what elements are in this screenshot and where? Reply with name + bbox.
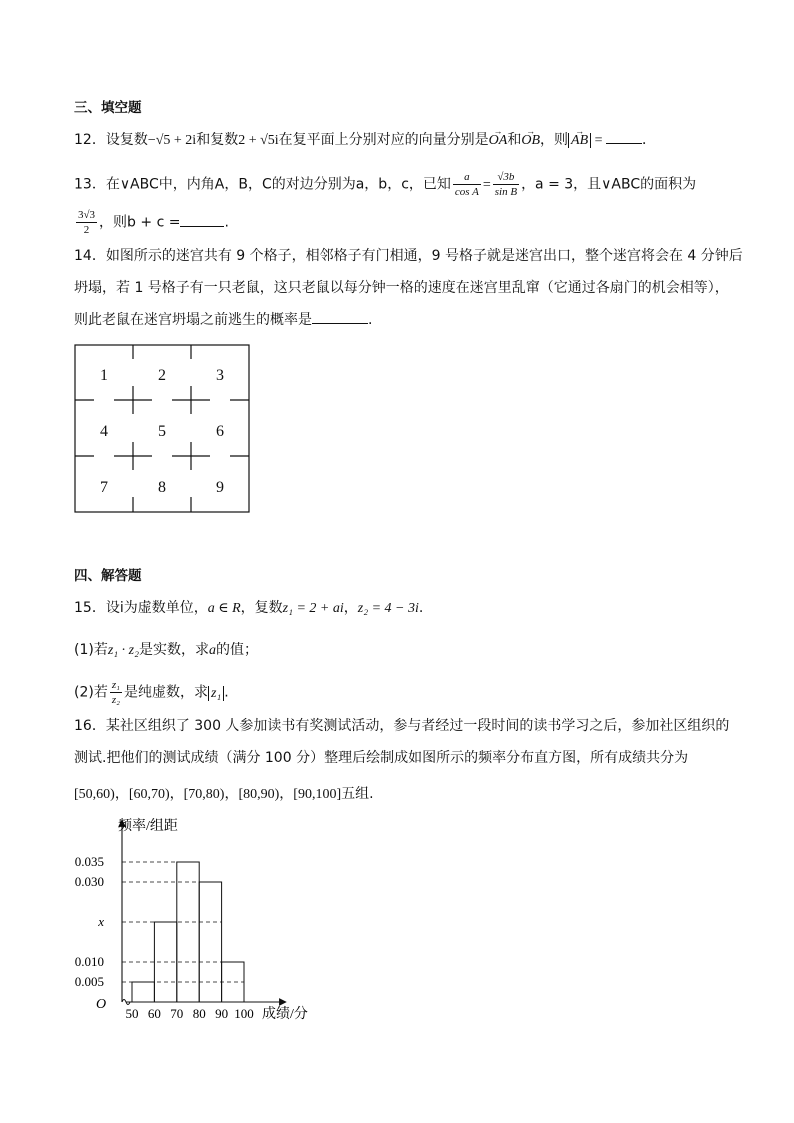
- x-axis-label: 成绩/分: [262, 1007, 308, 1022]
- maze-cell-5: 5: [158, 423, 166, 440]
- q15-p1-label: (1)若: [74, 642, 108, 658]
- question-14-line-2: 坍塌，若 1 号格子有一只老鼠，这只老鼠以每分钟一格的速度在迷宫里乱窜（它通过各扇门的机会相等），: [74, 280, 729, 296]
- q15-p2-text: 是纯虚数，求: [123, 684, 208, 701]
- maze-figure: [74, 344, 250, 514]
- q13-prefix: 13．在∨ABC中，内角A，B，C的对边分别为a，b，c，已知: [74, 176, 451, 193]
- reference-lines: [122, 862, 244, 982]
- y-tick-label-0: 0.005: [74, 974, 104, 989]
- question-14-line-3: [74, 310, 734, 330]
- x-tick-label-80: 80: [192, 1006, 206, 1021]
- section-4-heading: 四、解答题: [74, 568, 142, 584]
- maze-cell-6: 6: [216, 423, 224, 440]
- question-13-line-2: [74, 208, 734, 237]
- q13-frac2-den: sin B: [494, 186, 518, 198]
- q12-vector-oa: → OA: [489, 131, 508, 151]
- q12-answer-blank[interactable]: [606, 131, 642, 144]
- q12-and2: 和: [507, 132, 522, 148]
- question-16-line-3: [74, 784, 734, 805]
- frequency-histogram: [66, 812, 336, 1026]
- q12-target: [568, 133, 591, 148]
- q15-p2-den: z₂: [111, 694, 120, 706]
- question-15: [74, 598, 734, 619]
- q13-end: .: [224, 214, 229, 231]
- q13-frac2-num: √3b: [493, 170, 519, 185]
- x-tick-label-50: 50: [125, 1006, 139, 1021]
- maze-cell-4: 4: [100, 423, 108, 440]
- question-16-line-1: 16．某社区组织了 300 人参加读书有奖测试活动，参与者经过一段时间的读书学习之后，参加社区组织的: [74, 718, 730, 734]
- q16-end: 五组.: [341, 786, 374, 802]
- bar-[70,80): [177, 862, 199, 1002]
- q15-z2: z₂ = 4 − 3i: [357, 601, 419, 616]
- y-tick-label-1: 0.010: [74, 954, 104, 969]
- q13-area-den: 2: [83, 224, 90, 236]
- q15-end: .: [418, 600, 424, 616]
- section-3-heading: 三、填空题: [74, 100, 142, 116]
- q15-p1-end: 的值；: [215, 642, 258, 658]
- bar-[80,90): [199, 882, 221, 1002]
- q13-fraction-1: [453, 170, 481, 199]
- maze-cell-3: 3: [216, 367, 224, 384]
- q15-p1-var: a: [208, 643, 216, 658]
- q12-end: ．: [642, 132, 657, 148]
- x-tick-label-100: 100: [234, 1006, 254, 1021]
- x-tick-label-90: 90: [215, 1006, 229, 1021]
- q12-middle: 在复平面上分别对应的向量分别是: [278, 132, 489, 148]
- question-15-part-2: [74, 678, 734, 707]
- q15-complex-label: ，复数: [240, 600, 283, 616]
- x-tick-label-60: 60: [147, 1006, 161, 1021]
- q13-fraction-2: [493, 170, 519, 199]
- q14-end: .: [368, 312, 373, 328]
- q15-p2-end: .: [224, 684, 229, 701]
- q12-z1: −√5 + 2i: [147, 133, 197, 148]
- q15-sep: ，: [343, 600, 358, 616]
- q12-vector-ob: → OB: [521, 131, 540, 151]
- q12-prefix: 12．设复数: [74, 132, 148, 148]
- q15-a-real: a ∈ R: [207, 601, 241, 616]
- y-axis-label: 频率/组距: [118, 819, 178, 834]
- maze-cell-2: 2: [158, 367, 166, 384]
- maze-cell-8: 8: [158, 479, 166, 496]
- origin-label: O: [96, 997, 107, 1012]
- q12-z2: 2 + √5i: [238, 133, 279, 148]
- q16-intervals: [50,60)，[60,70)，[70,80)，[80,90)，[90,100]: [74, 787, 342, 802]
- q12-and: 和复数: [196, 132, 239, 148]
- y-tick-label-4: 0.035: [74, 854, 104, 869]
- q13-area-num: 3√3: [78, 209, 96, 221]
- q13-frac1-num: a: [453, 170, 481, 185]
- x-tick-labels: [126, 1006, 254, 1021]
- q12-eq: =: [591, 133, 607, 148]
- q15-p1-text: 是实数，求: [138, 642, 209, 658]
- question-14-line-1: 14．如图所示的迷宫共有 9 个格子，相邻格子有门相通，9 号格子就是迷宫出口，整个迷宫将会在 4 分钟后: [74, 248, 743, 264]
- q13-then: ，则b + c =: [99, 214, 181, 231]
- histogram-bars: [132, 862, 244, 1002]
- question-16-line-2: 测试.把他们的测试成绩（满分 100 分）整理后绘制成如图所示的频率分布直方图，所有成绩共分为: [74, 750, 689, 766]
- y-tick-label-2: x: [98, 914, 104, 929]
- y-tick-labels: [75, 854, 104, 989]
- question-15-part-1: [74, 640, 734, 661]
- q15-z1: z₁ = 2 + ai: [282, 601, 344, 616]
- q13-area-fraction: [76, 208, 97, 237]
- q12-then: ，则: [540, 132, 569, 148]
- x-tick-label-70: 70: [170, 1006, 184, 1021]
- q12-vector-ab: → AB: [571, 131, 588, 151]
- q13-eq: =: [482, 177, 491, 193]
- q13-frac1-den: cos A: [454, 186, 479, 198]
- q15-p2-fraction: [110, 678, 122, 707]
- bar-[50,60): [132, 982, 154, 1002]
- q15-p1-product: z₁ · z₂: [107, 643, 139, 658]
- question-13: [74, 170, 734, 199]
- bar-[90,100]: [222, 962, 244, 1002]
- q15-intro: 15．设i为虚数单位，: [74, 600, 208, 616]
- q13-answer-blank[interactable]: [180, 214, 224, 227]
- q14-answer-blank[interactable]: [312, 311, 368, 324]
- question-12: [74, 130, 734, 151]
- y-tick-label-3: 0.030: [74, 874, 104, 889]
- q15-p2-modulus: z₁: [208, 686, 224, 701]
- maze-cell-9: 9: [216, 479, 224, 496]
- q14-line-3-text: 则此老鼠在迷宫坍塌之前逃生的概率是: [74, 312, 312, 328]
- q13-condition: ，a = 3，且∨ABC的面积为: [521, 176, 697, 193]
- q15-p2-num: z₁: [111, 679, 120, 691]
- q15-p2-label: (2)若: [74, 684, 108, 701]
- maze-cell-7: 7: [100, 479, 108, 496]
- maze-cell-1: 1: [100, 367, 108, 384]
